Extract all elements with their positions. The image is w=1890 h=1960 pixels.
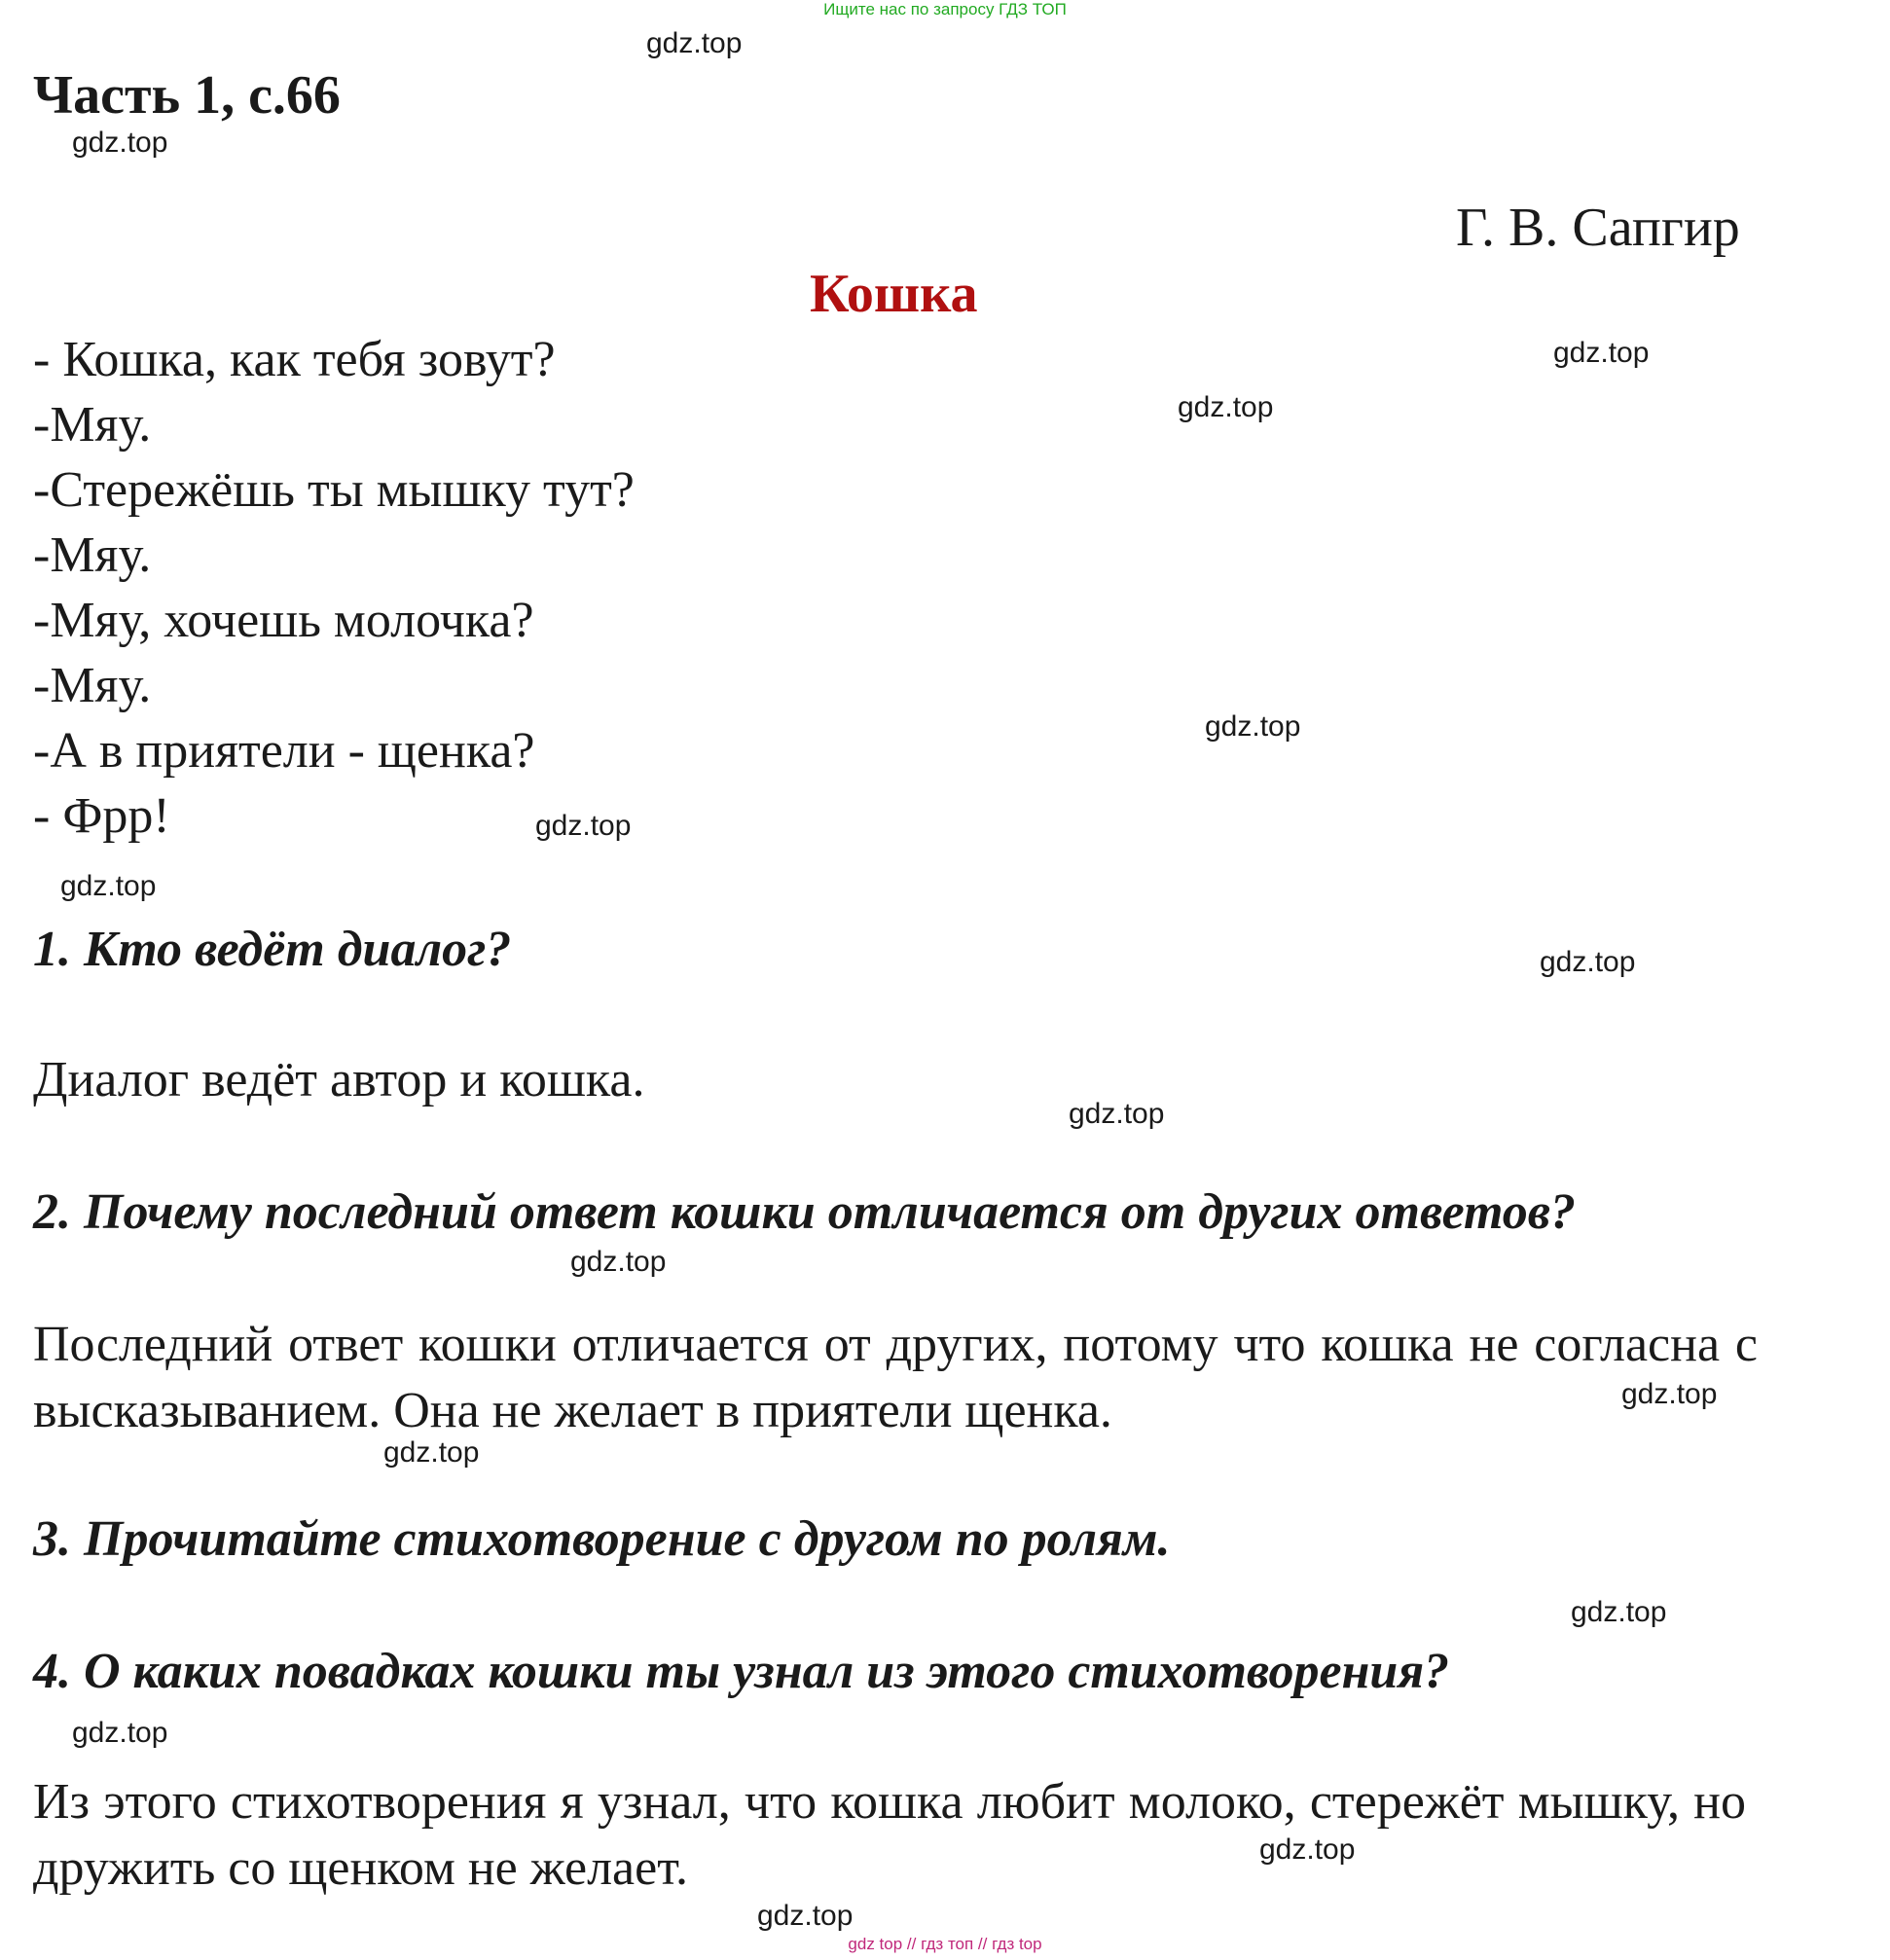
poem-line: - Кошка, как тебя зовут? xyxy=(33,332,556,387)
poem-line: - Фрр! xyxy=(33,788,170,844)
question-3: 3. Прочитайте стихотворение с другом по ролям. xyxy=(33,1511,1171,1567)
poem-line: -Мяу. xyxy=(33,397,152,453)
watermark: gdz.top xyxy=(1069,1098,1165,1130)
watermark: gdz.top xyxy=(1205,710,1301,743)
poem-title: Кошка xyxy=(810,264,978,324)
watermark: gdz.top xyxy=(72,1717,168,1749)
question-4: 4. О каких повадках кошки ты узнал из этого стихотворения? xyxy=(33,1644,1450,1699)
watermark: gdz.top xyxy=(1553,337,1650,369)
bottom-banner: gdz top // гдз топ // гдз top xyxy=(848,1935,1042,1953)
poem-line: -Мяу. xyxy=(33,527,152,583)
poem-line: -А в приятели - щенка? xyxy=(33,723,535,779)
answer-2: Последний ответ кошки отличается от других, потому что кошка не согласна с высказыванием. Она не желает в приятели щенка. xyxy=(33,1317,1758,1438)
watermark: gdz.top xyxy=(60,870,157,902)
poem-line: -Мяу. xyxy=(33,658,152,713)
poem-line: -Стережёшь ты мышку тут? xyxy=(33,462,635,518)
watermark: gdz.top xyxy=(1621,1378,1718,1410)
watermark: gdz.top xyxy=(1540,946,1636,978)
poem-line: -Мяу, хочешь молочка? xyxy=(33,593,534,648)
page-heading: Часть 1, с.66 xyxy=(33,65,341,126)
watermark: gdz.top xyxy=(757,1900,854,1932)
watermark: gdz.top xyxy=(570,1246,667,1278)
watermark: gdz.top xyxy=(1178,391,1274,423)
question-2: 2. Почему последний ответ кошки отличается от других ответов? xyxy=(33,1184,1576,1240)
watermark: gdz.top xyxy=(646,27,743,59)
answer-1: Диалог ведёт автор и кошка. xyxy=(33,1052,645,1107)
answer-4: Из этого стихотворения я узнал, что кошка любит молоко, стережёт мышку, но дружить со щенком не желает. xyxy=(33,1774,1746,1896)
watermark: gdz.top xyxy=(383,1436,480,1469)
watermark: gdz.top xyxy=(535,810,632,842)
question-1: 1. Кто ведёт диалог? xyxy=(33,922,512,977)
top-banner: Ищите нас по запросу ГДЗ ТОП xyxy=(823,0,1067,18)
watermark: gdz.top xyxy=(1571,1596,1667,1628)
author-name: Г. В. Сапгир xyxy=(1456,198,1740,258)
watermark: gdz.top xyxy=(1259,1833,1356,1866)
watermark: gdz.top xyxy=(72,127,168,159)
